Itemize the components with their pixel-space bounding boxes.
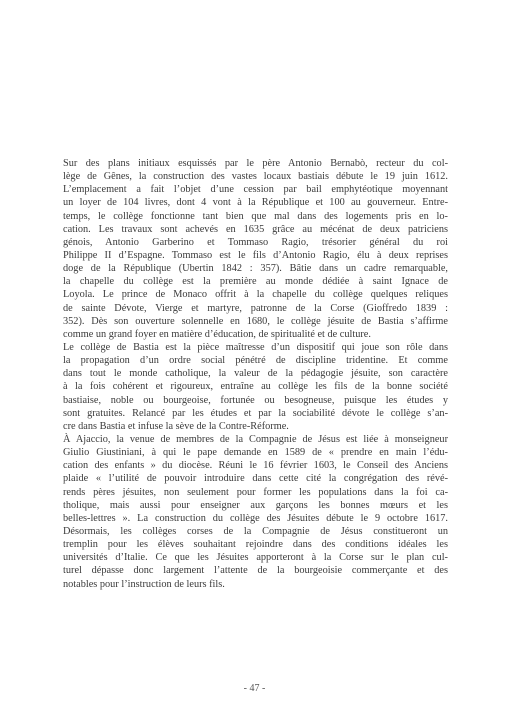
text-line: rends pères jésuites, non seulement pour former les populations dans la foi ca- [63, 486, 448, 498]
text-line: lège de Gênes, la construction des vastes locaux bastiais débute le 19 juin 1612. [63, 171, 448, 183]
text-line: dans tout le monde catholique, la valeur de la pédagogie jésuite, son caractère [63, 368, 448, 380]
text-line: universités d’Italie. Ce que les Jésuites apporteront à la Corse sur le plan cul- [63, 552, 448, 564]
text-line: génois, Antonio Garberino et Tommaso Ragio, trésorier général du roi [63, 236, 448, 248]
text-line: turel dépasse donc largement l’attente de la bourgeoisie commerçante et des [63, 565, 448, 577]
text-line: cation des enfants » du diocèse. Réuni le 16 février 1603, le Conseil des Anciens [63, 460, 448, 472]
text-line: temps, le collège fonctionne tant bien que mal dans des logements pris en lo- [63, 210, 448, 222]
text-line: Philippe II d’Espagne. Tommaso est le fils d’Antonio Ragio, élu à deux reprises [63, 249, 448, 261]
text-line: Sur des plans initiaux esquissés par le père Antonio Bernabò, recteur du col- [63, 158, 448, 169]
text-line: la propagation d’un ordre social pénétré de discipline tridentine. Et comme [63, 355, 448, 367]
text-line: tremplin pour les élèves souhaitant rejoindre dans des conditions idéales les [63, 539, 448, 551]
text-line: plaide « l’utilité de pouvoir introduire dans cette cité la congrégation des révé- [63, 473, 448, 485]
text-line: à la fois cohérent et rigoureux, entraîne au collège les fils de la bonne société [63, 381, 448, 393]
text-line: bastiaise, noble ou bourgeoise, fortunée ou besogneuse, puisque les études y [63, 394, 448, 406]
body-text [63, 157, 448, 591]
text-line: belles-lettres ». La construction du collège des Jésuites débute le 9 octobre 1617. [63, 512, 448, 524]
text-line: sont gratuites. Relancé par les études et par la sociabilité dévote le collège s’an- [63, 407, 448, 419]
text-line: L’emplacement a fait l’objet d’une cession par bail emphytéotique moyennant [63, 184, 448, 196]
text-line: la chapelle du collège est la première au monde dédiée à saint Ignace de [63, 276, 448, 288]
text-line: un loyer de 104 livres, dont 4 vont à la République et 100 au gouverneur. Entre- [63, 197, 448, 209]
text-line: Giulio Giustiniani, à qui le pape demande en 1589 de « prendre en main l’édu- [63, 447, 448, 459]
text-line: comme un grand foyer en matière d’éducation, de spiritualité et de culture. [63, 328, 371, 340]
text-line: 352). Dès son ouverture solennelle en 1680, le collège jésuite de Bastia s’affirme [63, 315, 448, 327]
text-line: cre dans Bastia et infuse la sève de la Contre-Réforme. [63, 420, 289, 432]
text-line: À Ajaccio, la venue de membres de la Compagnie de Jésus est liée à monseigneur [63, 433, 448, 445]
text-line: de sainte Dévote, Vierge et martyre, patronne de la Corse (Gioffredo 1839 : [63, 302, 448, 314]
text-line: notables pour l’instruction de leurs fils. [63, 578, 225, 590]
text-line: Le collège de Bastia est la pièce maîtresse d’un dispositif qui joue son rôle dans [63, 341, 448, 353]
page-number: - 47 - [243, 683, 266, 694]
text-line: Désormais, les collèges corses de la Compagnie de Jésus constitueront un [63, 525, 448, 537]
text-line: tholique, mais aussi pour enseigner aux garçons les bonnes mœurs et les [63, 499, 448, 511]
text-line: doge de la République (Ubertin 1842 : 357). Bâtie dans un cadre remarquable, [63, 263, 448, 275]
text-line: Loyola. Le prince de Monaco offrit à la chapelle du collège quelques reliques [63, 289, 448, 301]
text-line: cation. Les travaux sont achevés en 1635 grâce au mécénat de deux patriciens [63, 223, 448, 235]
